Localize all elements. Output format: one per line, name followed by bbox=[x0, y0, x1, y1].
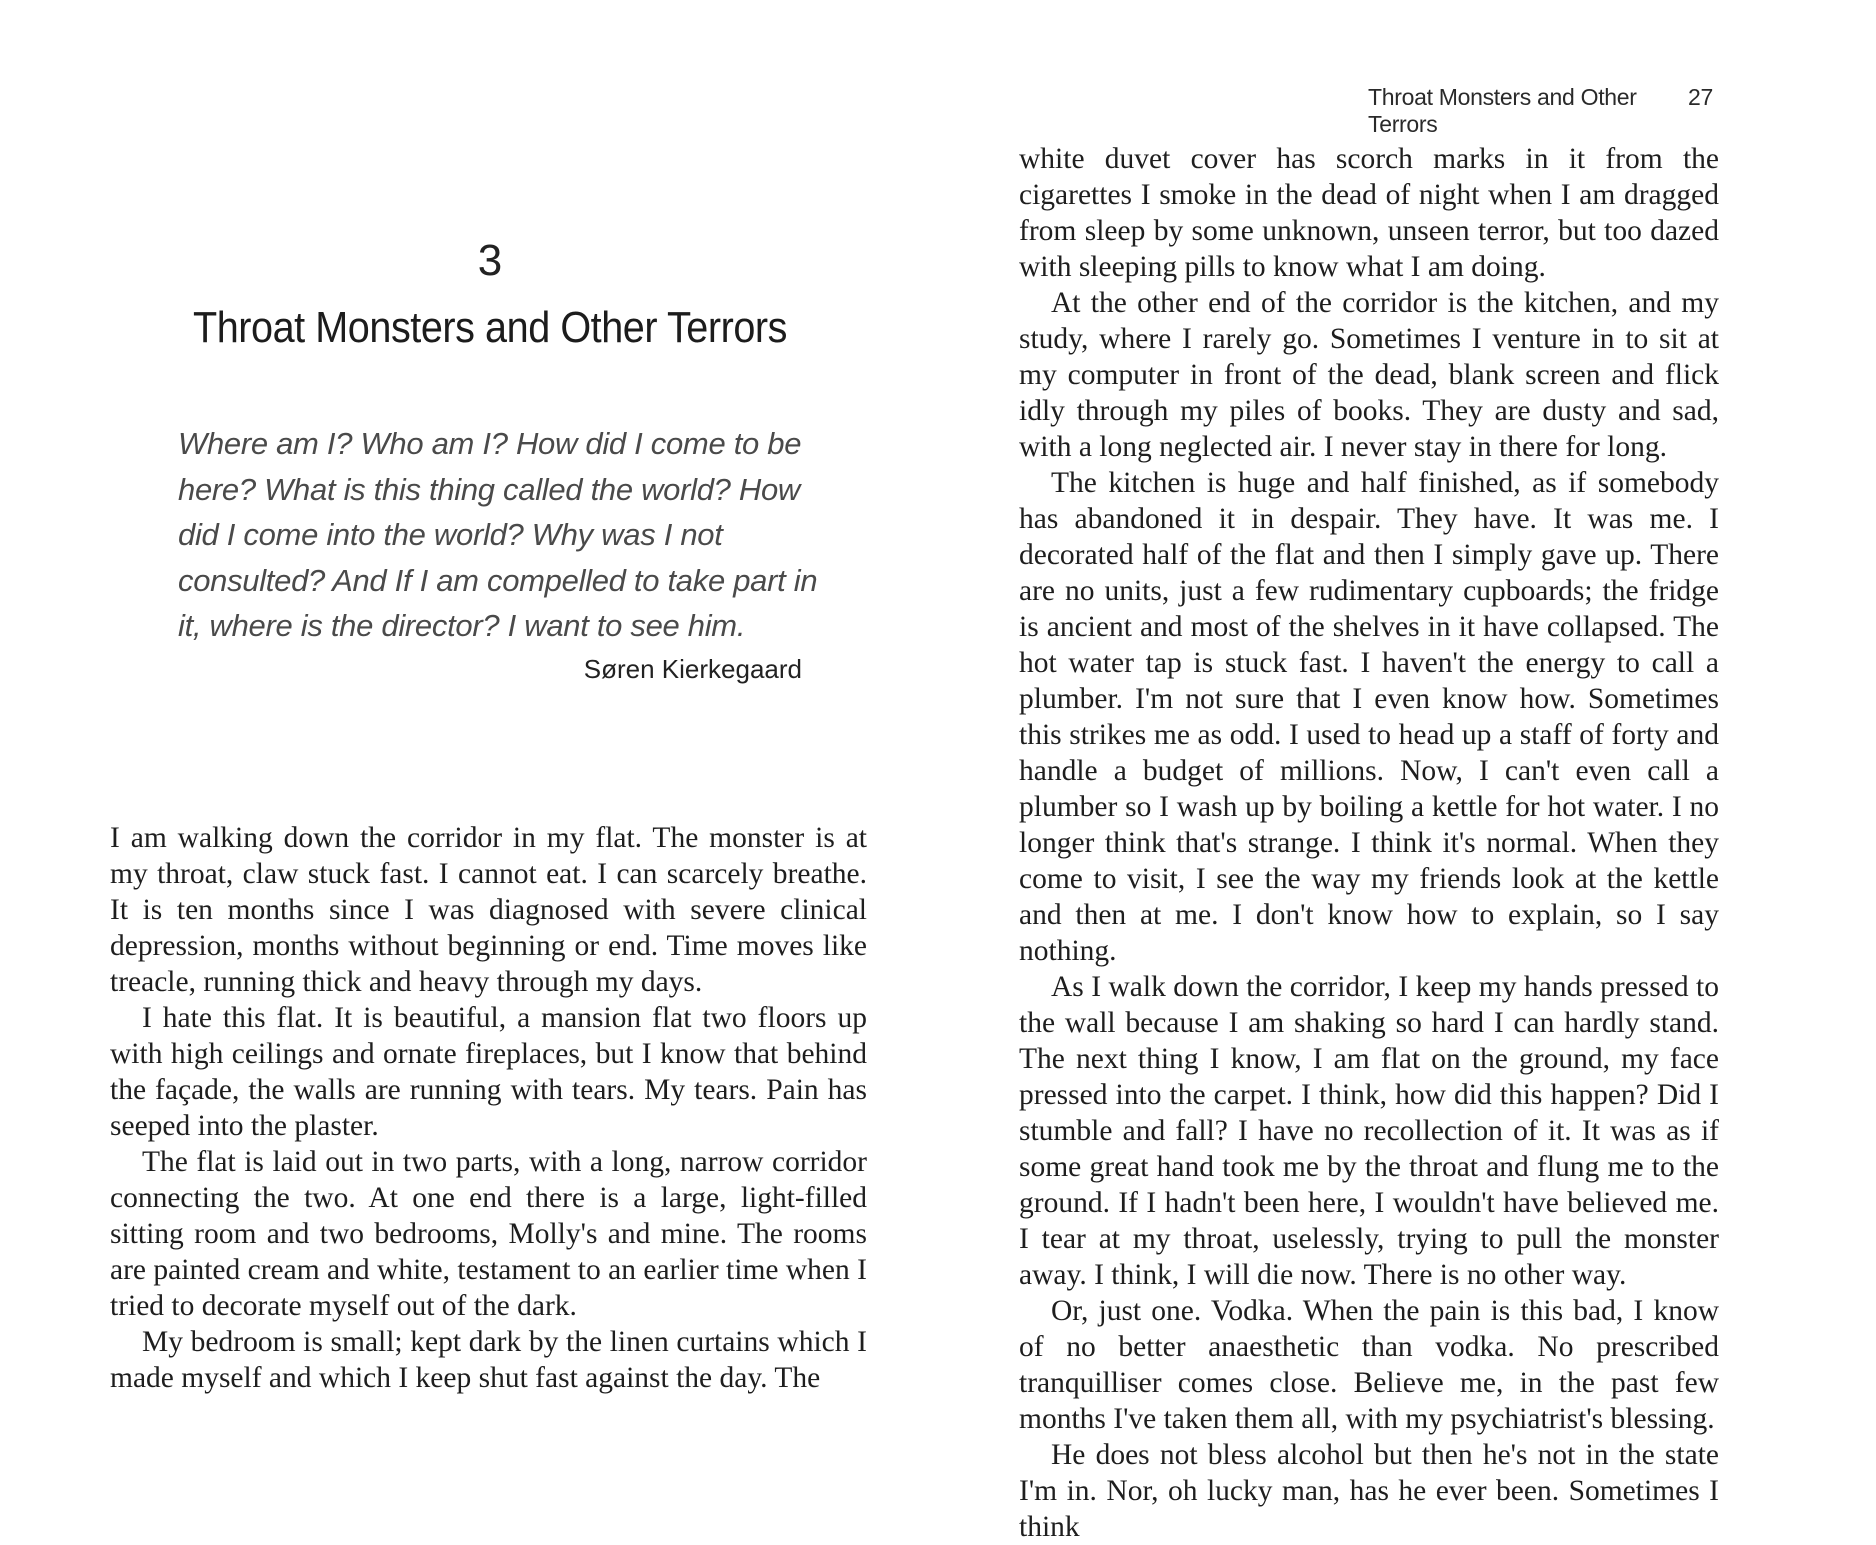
left-body-text bbox=[110, 820, 867, 1396]
left-page bbox=[0, 0, 938, 1520]
running-head bbox=[1368, 84, 1713, 138]
paragraph: My bedroom is small; kept dark by the linen curtains which I made myself and which I keep shut fast against the day. The bbox=[110, 1326, 867, 1394]
chapter-number: 3 bbox=[477, 236, 503, 285]
paragraph: The flat is laid out in two parts, with a long, narrow corridor connecting the two. At one end there is a large, light-filled sitting room and two bedrooms, Molly's and mine. The rooms are painted cream and white, testament to an earlier time when I tried to decorate myself out of the dark. bbox=[110, 1146, 867, 1322]
running-head-title: Throat Monsters and Other Terrors bbox=[1368, 84, 1637, 137]
paragraph: I hate this flat. It is beautiful, a mansion flat two floors up with high ceilings and ornate fireplaces, but I know that behind the façade, the walls are running with tears. My tears. Pain has seeped into the plaster. bbox=[110, 1002, 867, 1142]
paragraph: At the other end of the corridor is the kitchen, and my study, where I rarely go. Sometimes I venture in to sit at my computer in front of the dead, blank screen and flick idly through my piles of books. They are dusty and sad, with a long neglected air. I never stay in there for long. bbox=[1019, 287, 1719, 463]
paragraph: white duvet cover has scorch marks in it from the cigarettes I smoke in the dead of night when I am dragged from sleep by some unknown, unseen terror, but too dazed with sleeping pills to know what I am doing. bbox=[1019, 143, 1719, 283]
page-number: 27 bbox=[1688, 84, 1713, 110]
paragraph: The kitchen is huge and half finished, as if somebody has abandoned it in despair. They have. It was me. I decorated half of the flat and then I simply gave up. There are no units, just a few rudimentary cupboards; the fridge is ancient and most of the shelves in it have collapsed. The hot water tap is stuck fast. I haven't the energy to call a plumber. I'm not sure that I even know how. Sometimes this strikes me as odd. I used to head up a staff of forty and handle a budget of millions. Now, I can't even call a plumber so I wash up by boiling a kettle for hot water. I no longer think that's strange. I think it's normal. When they come to visit, I see the way my friends look at the kettle and then at me. I don't know how to explain, so I say nothing. bbox=[1019, 467, 1719, 967]
paragraph: As I walk down the corridor, I keep my hands pressed to the wall because I am shaking so hard I can hardly stand. The next thing I know, I am flat on the ground, my face pressed into the carpet. I think, how did this happen? Did I stumble and fall? I have no recollection of it. It was as if some great hand took me by the throat and flung me to the ground. If I hadn't been here, I wouldn't have believed me. I tear at my throat, uselessly, trying to pull the monster away. I think, I will die now. There is no other way. bbox=[1019, 971, 1719, 1291]
paragraph: I am walking down the corridor in my flat. The monster is at my throat, claw stuck fast. I cannot eat. I can scarcely breathe. It is ten months since I was diagnosed with severe clinical depression, months without beginning or end. Time moves like treacle, running thick and heavy through my days. bbox=[110, 822, 867, 998]
epigraph-author: Søren Kierkegaard bbox=[583, 654, 802, 684]
paragraph: He does not bless alcohol but then he's not in the state I'm in. Nor, oh lucky man, has he ever been. Sometimes I think bbox=[1019, 1439, 1719, 1543]
right-body-text bbox=[1019, 141, 1719, 1545]
chapter-title: Throat Monsters and Other Terrors bbox=[192, 303, 788, 352]
paragraph: Or, just one. Vodka. When the pain is this bad, I know of no better anaesthetic than vodka. No prescribed tranquilliser comes close. Believe me, in the past few months I've taken them all, with my psychiatrist's blessing. bbox=[1019, 1295, 1719, 1435]
epigraph-quote: Where am I? Who am I? How did I come to be here? What is this thing called the world? How did I come into the world? Why was I not consulted? And If I am compelled to take part in it, where is the director? I want to see him. bbox=[178, 426, 818, 643]
right-page bbox=[938, 0, 1876, 1543]
